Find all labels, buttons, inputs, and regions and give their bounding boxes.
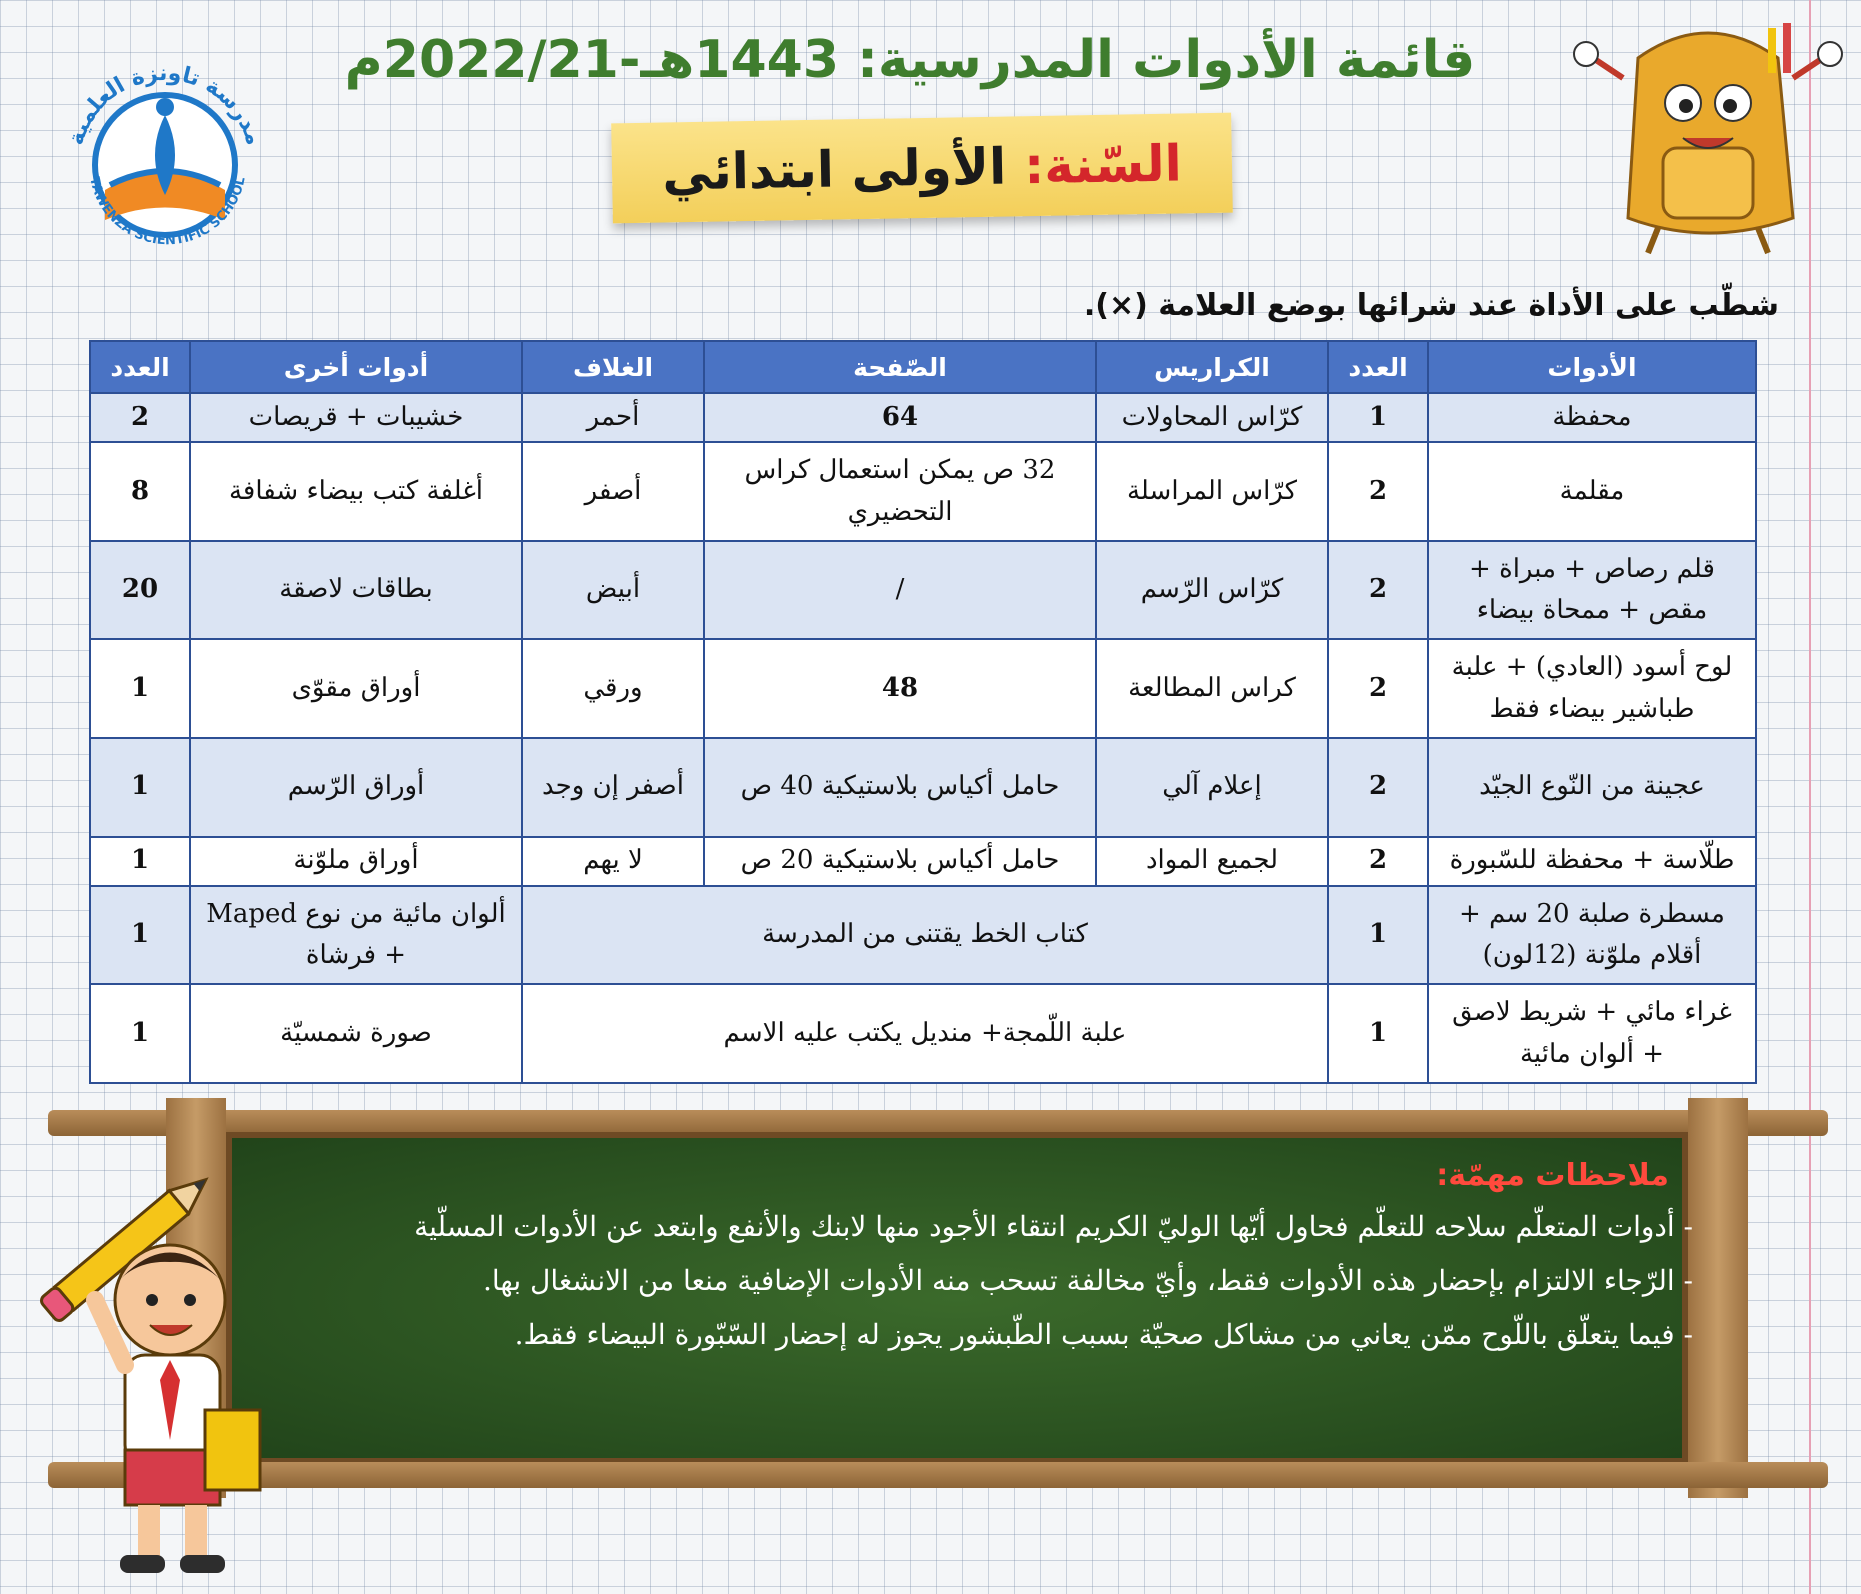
- note-item: - أدوات المتعلّم سلاحه للتعلّم فحاول أيّها الوليّ الكريم انتقاء الأجود منها لابنك والأنفع وابتعد عن الأدوات المسلّية: [414, 1210, 1693, 1243]
- cell-merged-note: كتاب الخط يقتنى من المدرسة: [522, 886, 1328, 985]
- cell-count: 2: [1328, 639, 1428, 738]
- notes-title: ملاحظات مهمّة:: [1436, 1158, 1669, 1193]
- cell-pages: /: [704, 541, 1096, 640]
- cell-pages: 64: [704, 393, 1096, 442]
- cell-other: أوراق ملوّنة: [190, 837, 522, 886]
- supplies-table: [89, 340, 1757, 1084]
- header-tools: الأدوات: [1428, 341, 1756, 393]
- table-row: [90, 738, 1756, 837]
- cell-count: 1: [1328, 393, 1428, 442]
- cell-count-other: 2: [90, 393, 190, 442]
- cell-count-other: 8: [90, 442, 190, 541]
- cell-notebook: كرّاس الرّسم: [1096, 541, 1328, 640]
- board-bottom-rail: [48, 1462, 1828, 1488]
- header-other-tools: أدوات أخرى: [190, 341, 522, 393]
- table-row: [90, 541, 1756, 640]
- year-value: الأولى ابتدائي: [661, 137, 1007, 202]
- instruction-text: شطّب على الأداة عند شرائها بوضع العلامة (×).: [1083, 288, 1779, 323]
- boy-with-pencil-illustration: [20, 1150, 270, 1590]
- cell-tool: مقلمة: [1428, 442, 1756, 541]
- cell-notebook: كراس المطالعة: [1096, 639, 1328, 738]
- note-item: - فيما يتعلّق باللّوح ممّن يعاني من مشاكل صحيّة بسبب الطّبشور يجوز له إحضار السّبّورة البيضاء فقط.: [514, 1318, 1693, 1351]
- cell-other: صورة شمسيّة: [190, 984, 522, 1083]
- cell-count-other: 1: [90, 738, 190, 837]
- cell-pages: 32 ص يمكن استعمال كراس التحضيري: [704, 442, 1096, 541]
- cell-notebook: إعلام آلي: [1096, 738, 1328, 837]
- cell-cover: ورقي: [522, 639, 704, 738]
- cell-tool: لوح أسود (العادي) + علبة طباشير بيضاء فقط: [1428, 639, 1756, 738]
- notes-list: [253, 1200, 1693, 1362]
- cell-count-other: 1: [90, 639, 190, 738]
- table-row: [90, 984, 1756, 1083]
- cell-other: ألوان مائية من نوع Maped + فرشاة: [190, 886, 522, 985]
- cell-count: 2: [1328, 541, 1428, 640]
- cell-tool: قلم رصاص + مبراة + مقص + ممحاة بيضاء: [1428, 541, 1756, 640]
- cell-other: أوراق الرّسم: [190, 738, 522, 837]
- table-row: [90, 393, 1756, 442]
- cell-other: خشيبات + قريصات: [190, 393, 522, 442]
- cell-count-other: 1: [90, 984, 190, 1083]
- page-title: قائمة الأدوات المدرسية: 1443هـ-2022/21م: [344, 30, 1476, 90]
- header-count-other: العدد: [90, 341, 190, 393]
- year-label: السّنة:: [1023, 134, 1183, 196]
- table-row: [90, 639, 1756, 738]
- cell-tool: طلّاسة + محفظة للسّبورة: [1428, 837, 1756, 886]
- header-cover: الغلاف: [522, 341, 704, 393]
- cell-cover: أصفر: [522, 442, 704, 541]
- cell-tool: غراء مائي + شريط لاصق + ألوان مائية: [1428, 984, 1756, 1083]
- cell-count-other: 20: [90, 541, 190, 640]
- table-row: [90, 442, 1756, 541]
- school-name-arabic: مدرسة تاونزة العلمية: [63, 60, 267, 149]
- header-notebooks: الكراريس: [1096, 341, 1328, 393]
- header-pages: الصّفحة: [704, 341, 1096, 393]
- cell-tool: محفظة: [1428, 393, 1756, 442]
- cell-notebook: كرّاس المحاولات: [1096, 393, 1328, 442]
- cell-count: 1: [1328, 984, 1428, 1083]
- table-row: [90, 837, 1756, 886]
- cell-pages: 48: [704, 639, 1096, 738]
- cell-notebook: لجميع المواد: [1096, 837, 1328, 886]
- backpack-illustration: [1568, 18, 1848, 258]
- cell-cover: أبيض: [522, 541, 704, 640]
- school-logo: [50, 45, 280, 275]
- cell-pages: حامل أكياس بلاستيكية 20 ص: [704, 837, 1096, 886]
- cell-notebook: كرّاس المراسلة: [1096, 442, 1328, 541]
- cell-other: أغلفة كتب بيضاء شفافة: [190, 442, 522, 541]
- cell-other: بطاقات لاصقة: [190, 541, 522, 640]
- cell-tool: مسطرة صلبة 20 سم + أقلام ملوّنة (12لون): [1428, 886, 1756, 985]
- year-banner: [611, 113, 1233, 224]
- school-name-english: TAWENZA SCIENTIFIC SCHOOL: [86, 175, 249, 249]
- cell-merged-note: علبة اللّمجة+ منديل يكتب عليه الاسم: [522, 984, 1328, 1083]
- board-right-post: [1688, 1098, 1748, 1498]
- cell-cover: لا يهم: [522, 837, 704, 886]
- cell-tool: عجينة من النّوع الجيّد: [1428, 738, 1756, 837]
- cell-pages: حامل أكياس بلاستيكية 40 ص: [704, 738, 1096, 837]
- cell-cover: أصفر إن وجد: [522, 738, 704, 837]
- cell-count: 2: [1328, 837, 1428, 886]
- cell-other: أوراق مقوّى: [190, 639, 522, 738]
- table-row: [90, 886, 1756, 985]
- note-item: - الرّجاء الالتزام بإحضار هذه الأدوات فقط، وأيّ مخالفة تسحب منه الأدوات الإضافية منعا من الانشغال بها.: [482, 1264, 1693, 1297]
- cell-count: 2: [1328, 738, 1428, 837]
- table-header-row: [90, 341, 1756, 393]
- cell-cover: أحمر: [522, 393, 704, 442]
- cell-count: 1: [1328, 886, 1428, 985]
- header-count: العدد: [1328, 341, 1428, 393]
- cell-count-other: 1: [90, 886, 190, 985]
- cell-count-other: 1: [90, 837, 190, 886]
- cell-count: 2: [1328, 442, 1428, 541]
